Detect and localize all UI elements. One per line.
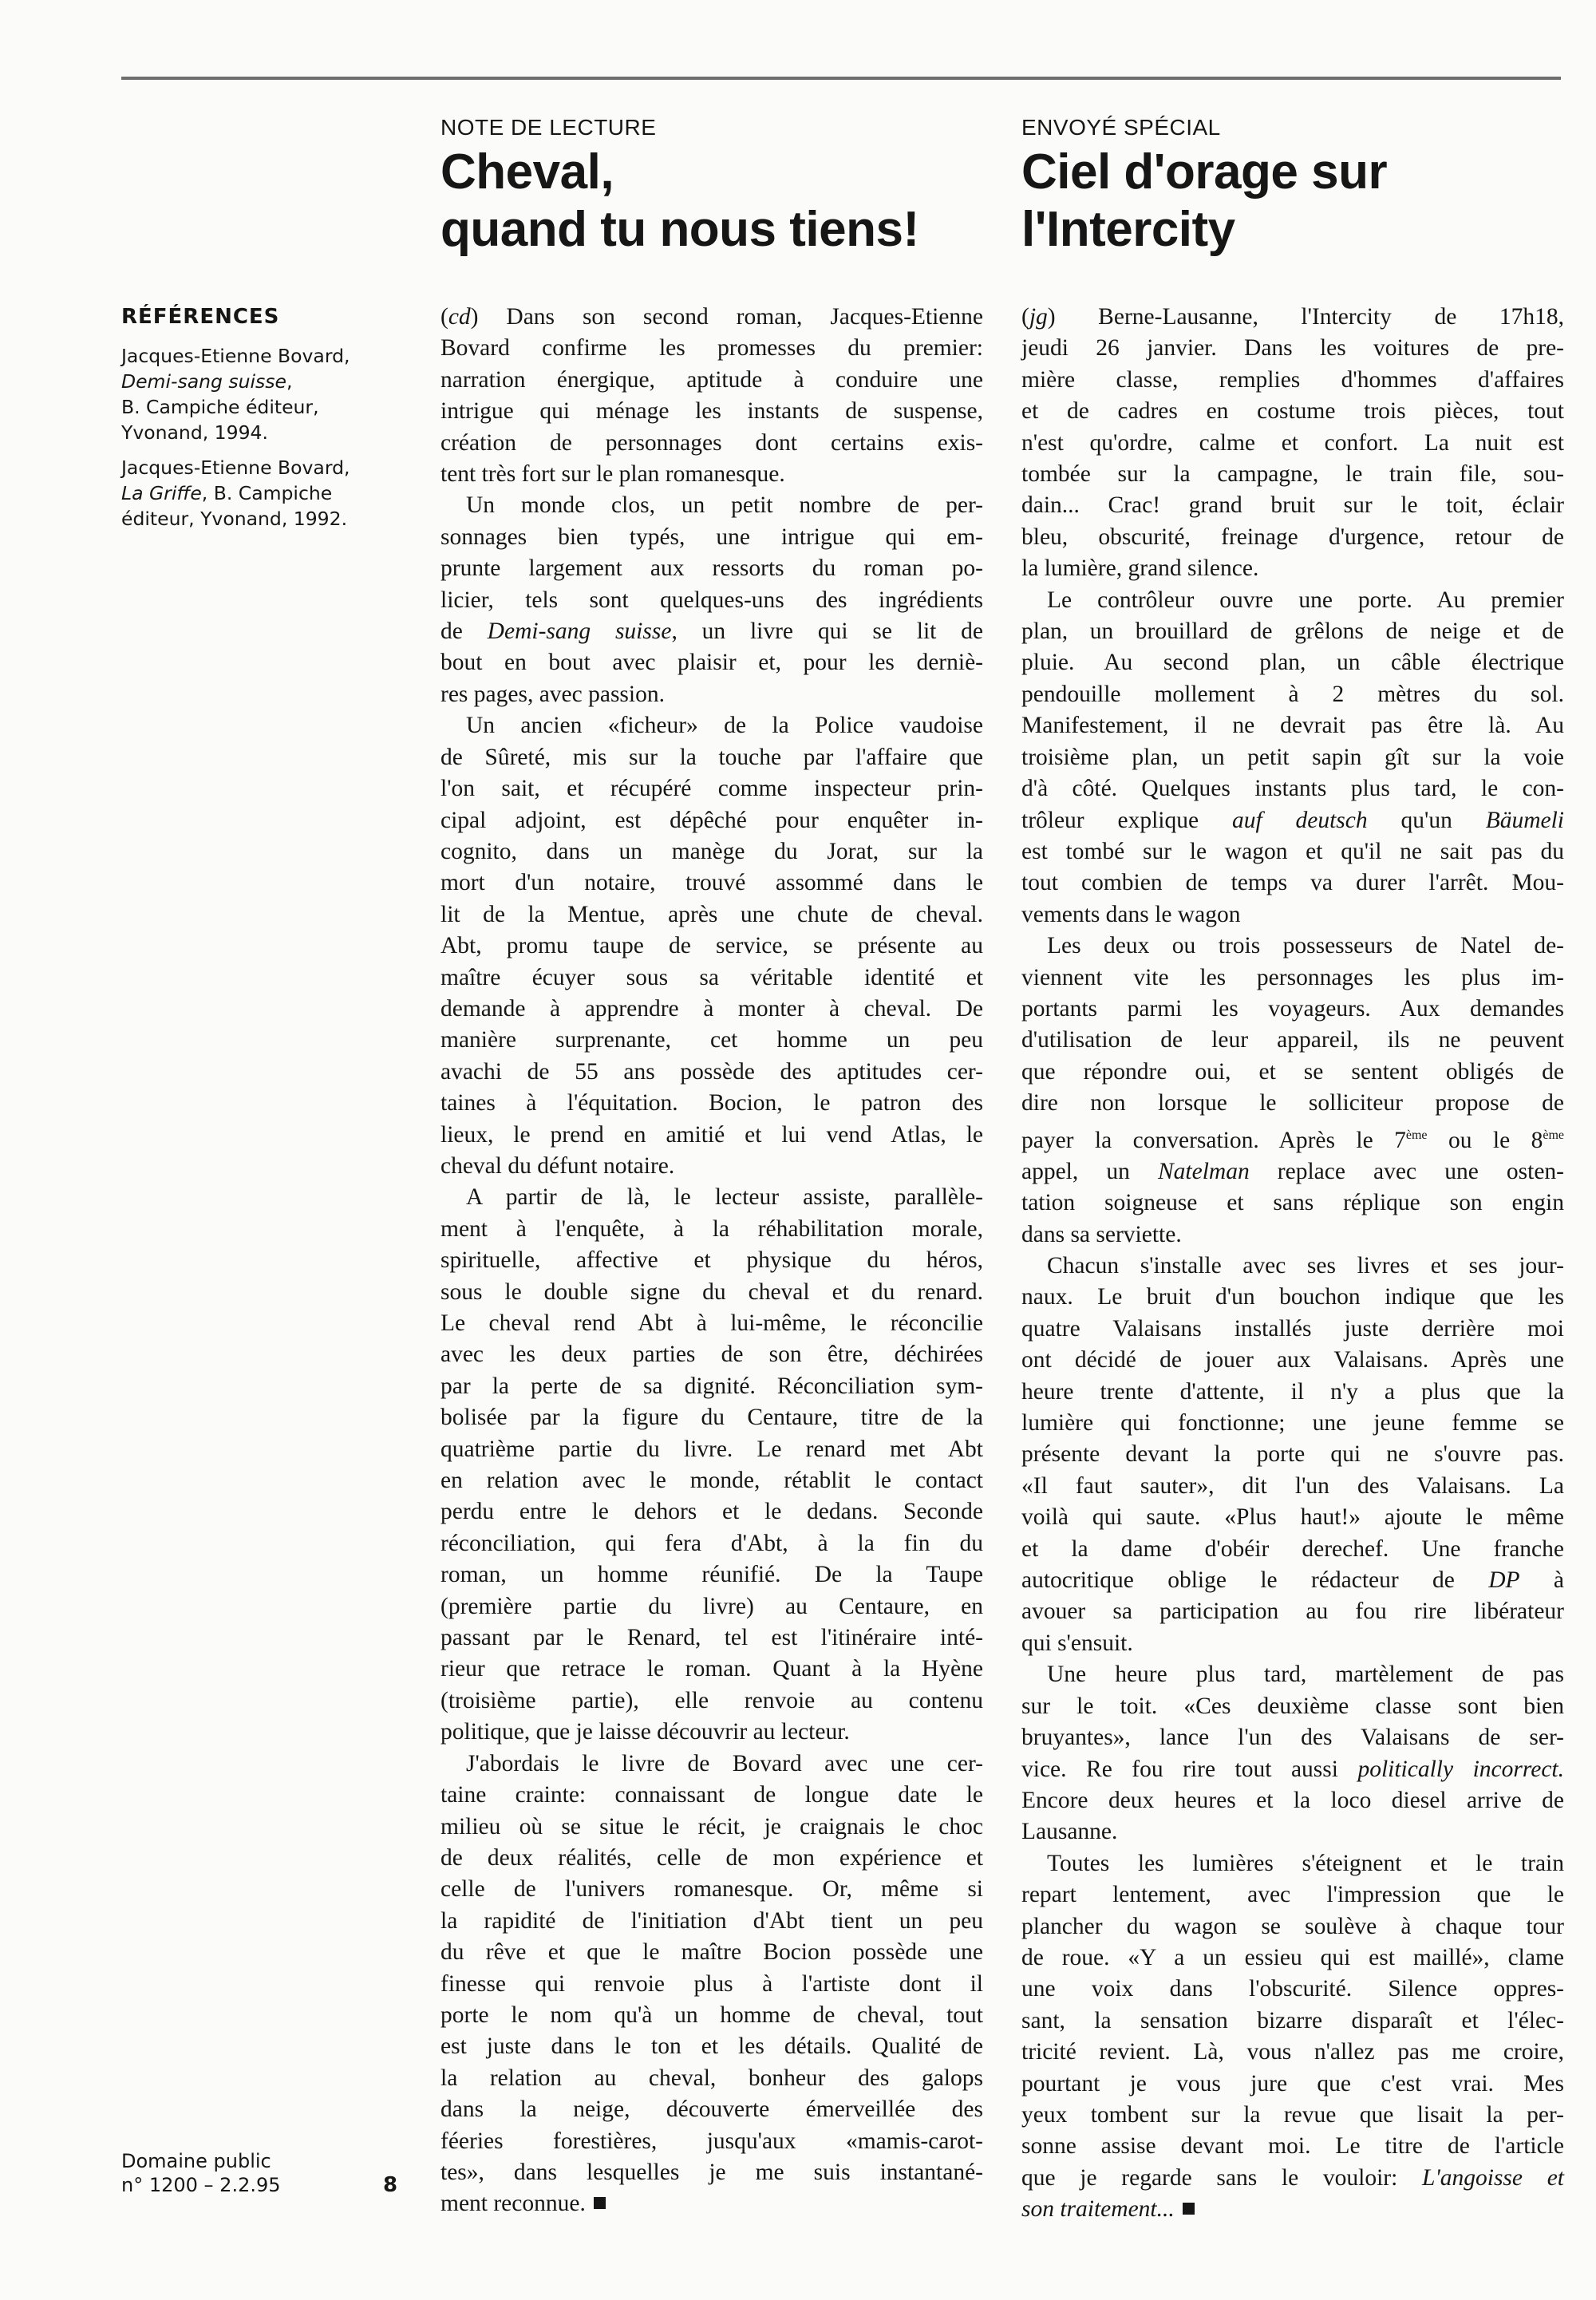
text-line: perdu entre le dehors et le dedans. Seconde [440, 1499, 983, 1525]
text-line: de Sûreté, mis sur la touche par l'affaire que [440, 744, 983, 770]
text-line: ment à l'enquête, à la réhabilitation morale, [440, 1215, 983, 1242]
text-line: avec les deux parties de son être, déchirées [440, 1342, 983, 1368]
text-line: la lumière, grand silence. [1021, 555, 1259, 582]
paragraph [440, 490, 983, 710]
text-line: trôleur explique auf deutsch qu'un Bäumeli [1021, 807, 1564, 833]
text-line: (cd) Dans son second roman, Jacques-Etienne [440, 304, 983, 330]
text-line: bolisée par la figure du Centaure, titre de la [440, 1405, 983, 1431]
text-line: Chacun s'installe avec ses livres et ses jour- [1047, 1253, 1564, 1279]
text-line: d'utilisation de leur appareil, ils ne peuvent [1021, 1027, 1564, 1053]
text-line: appel, un Natelman replace avec une osten- [1021, 1158, 1564, 1184]
text-line: rieur que retrace le roman. Quant à la Hyène [440, 1656, 983, 1682]
text-line: repart lentement, avec l'impression que le [1021, 1882, 1564, 1908]
text-line: ment reconnue. [440, 2188, 983, 2219]
paragraph [1021, 1251, 1564, 1659]
article-kicker: ENVOYÉ SPÉCIAL [1021, 115, 1221, 140]
text-line: sur le toit. «Ces deuxième classe sont bien [1021, 1693, 1564, 1719]
text-line: tation soigneuse et sans réplique son engin [1021, 1190, 1564, 1216]
text-line: tent très fort sur le plan romanesque. [440, 461, 785, 488]
text-line: avachi de 55 ans possède des aptitudes cer- [440, 1058, 983, 1085]
text-line: Manifestement, il ne devrait pas être là. Au [1021, 713, 1564, 739]
text-line: tricité revient. Là, vous n'allez pas me croire, [1021, 2039, 1564, 2065]
issue-number: n° 1200 – 2.2.95 [121, 2174, 281, 2196]
end-of-article-mark [1183, 2203, 1195, 2215]
article-envoye-special [1021, 112, 1565, 2223]
text-line: et de cadres en costume trois pièces, tout [1021, 398, 1564, 425]
text-line: plan, un brouillard de grêlons de neige et de [1021, 618, 1564, 645]
reference-line: La Griffe, B. Campiche [121, 482, 333, 504]
paragraph [1021, 585, 1564, 931]
text-line: la relation au cheval, bonheur des galops [440, 2065, 983, 2091]
text-line: avouer sa participation au fou rire libérateur [1021, 1599, 1564, 1625]
text-line: milieu où se situe le récit, je craignais le choc [440, 1813, 983, 1840]
title-line: Ciel d'orage sur [1021, 144, 1388, 200]
text-line: qui s'ensuit. [1021, 1630, 1133, 1656]
paragraph [1021, 1659, 1564, 1848]
text-line: pendouille mollement à 2 mètres du sol. [1021, 681, 1564, 707]
text-line: roman, un homme réunifié. De la Taupe [440, 1562, 983, 1588]
reference-line: Jacques-Etienne Bovard, [121, 345, 350, 367]
text-line: celle de l'univers romanesque. Or, même si [440, 1876, 983, 1903]
publication-name: Domaine public [121, 2150, 271, 2172]
text-line: cipal adjoint, est dépêché pour enquêter in- [440, 807, 983, 833]
text-line: dain... Crac! grand bruit sur le toit, éclair [1021, 492, 1564, 519]
text-line: J'abordais le livre de Bovard avec une cer- [466, 1750, 983, 1776]
text-line: une voix dans l'obscurité. Silence oppres- [1021, 1976, 1564, 2002]
text-line: Un ancien «ficheur» de la Police vaudoise [466, 713, 983, 739]
text-line: du rêve et que le maître Bocion possède une [440, 1939, 983, 1966]
text-line: Une heure plus tard, martèlement de pas [1047, 1662, 1564, 1688]
text-line: narration énergique, aptitude à conduire une [440, 366, 983, 393]
text-line: pourtant je vous jure que c'est vrai. Mes [1021, 2070, 1564, 2096]
text-line: spirituelle, affective et physique du héros, [440, 1247, 983, 1274]
paragraph [440, 710, 983, 1182]
text-line: sonne assise devant moi. Le titre de l'article [1021, 2133, 1564, 2160]
text-line: bout en bout avec plaisir et, pour les derniè- [440, 650, 983, 676]
text-line: politique, que je laisse découvrir au lecteur. [440, 1719, 850, 1745]
text-line: mière classe, remplies d'hommes d'affaires [1021, 366, 1564, 393]
paragraph [440, 302, 983, 490]
publication-footer [121, 2149, 281, 2197]
paragraph [1021, 1848, 1564, 2226]
text-line: Les deux ou trois possesseurs de Natel de- [1047, 933, 1564, 959]
text-line: manière surprenante, cet homme un peu [440, 1027, 983, 1053]
text-line: porte le nom qu'à un homme de cheval, tout [440, 2002, 983, 2028]
text-line: sous le double signe du cheval et du renard. [440, 1278, 983, 1305]
text-line: sonnages bien typés, une intrigue qui em- [440, 524, 983, 550]
article-body [1021, 302, 1564, 2226]
text-line: A partir de là, le lecteur assiste, parallèle- [466, 1184, 983, 1211]
reference-line: B. Campiche éditeur, [121, 396, 319, 418]
text-line: Le contrôleur ouvre une porte. Au premier [1047, 587, 1564, 613]
text-line: Abt, promu taupe de service, se présente au [440, 933, 983, 959]
text-line: vements dans le wagon [1021, 901, 1241, 927]
text-line: ont décidé de jouer aux Valaisans. Après une [1021, 1347, 1564, 1373]
reference-line: éditeur, Yvonand, 1992. [121, 508, 348, 530]
text-line: lumière qui fonctionne; une jeune femme se [1021, 1410, 1564, 1437]
references-heading: RÉFÉRENCES [121, 305, 280, 329]
text-line: sant, la sensation bizarre disparaît et l'élec- [1021, 2007, 1564, 2033]
paragraph [440, 1749, 983, 2220]
text-line: création de personnages dont certains exis- [440, 429, 983, 456]
text-line: dans sa serviette. [1021, 1221, 1182, 1247]
text-line: de roue. «Y a un essieu qui est maillé», clame [1021, 1944, 1564, 1970]
text-line: l'on sait, et récupéré comme inspecteur prin- [440, 776, 983, 802]
text-line: maître écuyer sous sa véritable identité et [440, 964, 983, 990]
text-line: yeux tombent sur la revue que lisait la per- [1021, 2101, 1564, 2128]
text-line: dans la neige, découverte émerveillée des [440, 2096, 983, 2123]
text-line: portants parmi les voyageurs. Aux demandes [1021, 995, 1564, 1022]
text-line: (troisième partie), elle renvoie au contenu [440, 1687, 983, 1713]
paragraph [1021, 931, 1564, 1251]
text-line: taines à l'équitation. Bocion, le patron des [440, 1090, 983, 1116]
text-line: vice. Re fou rire tout aussi politically incorrect. [1021, 1756, 1564, 1782]
text-line: son traitement... [1021, 2194, 1564, 2225]
reference-entry [121, 343, 385, 445]
text-line: présente devant la porte qui ne s'ouvre pas. [1021, 1441, 1564, 1468]
text-line: licier, tels sont quelques-uns des ingrédients [440, 587, 983, 613]
reference-line: Jacques-Etienne Bovard, [121, 456, 350, 479]
text-line: Le cheval rend Abt à lui-même, le réconcilie [440, 1310, 983, 1336]
text-line: tombée sur la campagne, le train file, sou- [1021, 461, 1564, 488]
text-line: n'est qu'ordre, calme et confort. La nuit est [1021, 429, 1564, 456]
end-of-article-mark [594, 2197, 606, 2209]
reference-line: Yvonand, 1994. [121, 421, 268, 444]
text-line: naux. Le bruit d'un bouchon indique que les [1021, 1284, 1564, 1310]
text-line: cognito, dans un manège du Jorat, sur la [440, 838, 983, 864]
article-title [440, 144, 983, 259]
text-line: la rapidité de l'initiation d'Abt tient un peu [440, 1907, 983, 1934]
title-line: Cheval, [440, 144, 614, 200]
title-line: l'Intercity [1021, 202, 1235, 257]
references-list [121, 343, 385, 532]
text-line: bleu, obscurité, freinage d'urgence, retour de [1021, 524, 1564, 550]
paragraph [1021, 302, 1564, 585]
text-line: que je regarde sans le vouloir: L'angoisse et [1021, 2164, 1564, 2191]
text-line: intrigue qui ménage les instants de suspense, [440, 398, 983, 425]
text-line: de Demi-sang suisse, un livre qui se lit de [440, 618, 984, 645]
text-line: tes», dans lesquelles je me suis instantané- [440, 2159, 983, 2185]
text-line: payer la conversation. Après le 7ème ou le 8ème [1021, 1127, 1564, 1153]
text-line: «Il faut sauter», dit l'un des Valaisans. La [1021, 1472, 1564, 1499]
text-line: de deux réalités, celle de mon expérience et [440, 1844, 983, 1871]
text-line: féeries forestières, jusqu'aux «mamis-carot- [440, 2128, 983, 2154]
text-line: plancher du wagon se soulève à chaque tour [1021, 1913, 1564, 1939]
text-line: troisième plan, un petit sapin gît sur la voie [1021, 744, 1564, 770]
text-line: lit de la Mentue, après une chute de cheval. [440, 901, 983, 927]
text-line: cheval du défunt notaire. [440, 1152, 675, 1179]
text-line: jeudi 26 janvier. Dans les voitures de pre- [1021, 335, 1564, 362]
article-body [440, 302, 983, 2220]
references-sidebar [121, 305, 385, 541]
text-line: Toutes les lumières s'éteignent et le train [1047, 1850, 1564, 1876]
title-line: quand tu nous tiens! [440, 202, 919, 257]
page-number: 8 [383, 2173, 398, 2197]
text-line: tout combien de temps va durer l'arrêt. Mou- [1021, 870, 1564, 896]
text-line: Un monde clos, un petit nombre de per- [466, 492, 983, 519]
text-line: pluie. Au second plan, un câble électrique [1021, 650, 1564, 676]
reference-entry [121, 455, 385, 532]
text-line: voilà qui saute. «Plus haut!» ajoute le même [1021, 1504, 1564, 1531]
top-rule [121, 77, 1561, 80]
text-line: heure trente d'attente, il n'y a plus que la [1021, 1378, 1564, 1405]
text-line: mort d'un notaire, trouvé assommé dans le [440, 870, 983, 896]
text-line: taine crainte: connaissant de longue date le [440, 1782, 983, 1808]
text-line: quatre Valaisans installés juste derrière moi [1021, 1315, 1564, 1342]
text-line: bruyantes», lance l'un des Valaisans de ser- [1021, 1725, 1564, 1751]
text-line: réconciliation, qui fera d'Abt, à la fin du [440, 1530, 983, 1556]
text-line: Lausanne. [1021, 1819, 1118, 1845]
text-line: (première partie du livre) au Centaure, en [440, 1593, 983, 1619]
text-line: res pages, avec passion. [440, 681, 665, 707]
article-title [1021, 144, 1564, 259]
text-line: et la dame d'obéir derechef. Une franche [1021, 1535, 1564, 1562]
text-line: finesse qui renvoie plus à l'artiste dont il [440, 1970, 983, 1997]
text-line: (jg) Berne-Lausanne, l'Intercity de 17h18, [1021, 304, 1564, 330]
text-line: lieux, le prend en amitié et lui vend Atlas, le [440, 1121, 983, 1148]
text-line: demande à apprendre à monter à cheval. De [440, 995, 983, 1022]
text-line: Bovard confirme les promesses du premier: [440, 335, 983, 362]
text-line: prunte largement aux ressorts du roman po- [440, 555, 983, 582]
article-kicker: NOTE DE LECTURE [440, 115, 657, 140]
text-line: quatrième partie du livre. Le renard met Abt [440, 1436, 983, 1462]
text-line: en relation avec le monde, rétablit le contact [440, 1468, 983, 1494]
text-line: viennent vite les personnages les plus im- [1021, 964, 1564, 990]
text-line: Encore deux heures et la loco diesel arrive de [1021, 1787, 1564, 1813]
article-note-de-lecture [440, 112, 984, 2217]
text-line: passant par le Renard, tel est l'itinéraire inté- [440, 1625, 983, 1651]
text-line: est juste dans le ton et les détails. Qualité de [440, 2033, 983, 2060]
text-line: autocritique oblige le rédacteur de DP à [1021, 1567, 1565, 1594]
text-line: dire non lorsque le solliciteur propose de [1021, 1090, 1564, 1116]
paragraph [440, 1182, 983, 1748]
text-line: par la perte de sa dignité. Réconciliation sym- [440, 1373, 983, 1399]
text-line: est tombé sur le wagon et qu'il ne sait pas du [1021, 838, 1564, 864]
reference-line: Demi-sang suisse, [121, 370, 293, 393]
text-line: que répondre oui, et se sentent obligés de [1021, 1058, 1564, 1085]
text-line: d'à côté. Quelques instants plus tard, le con- [1021, 776, 1564, 802]
